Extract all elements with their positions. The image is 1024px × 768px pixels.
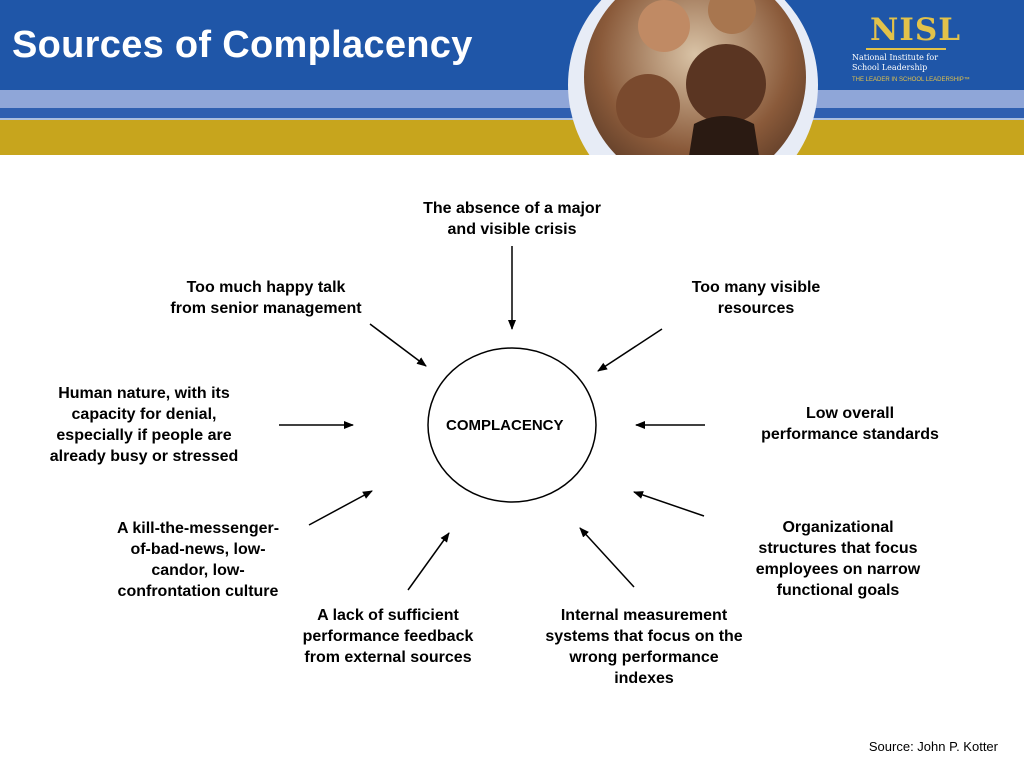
- nisl-logo: [850, 10, 970, 90]
- arrow-visible-resources: [598, 329, 662, 371]
- logo-name: National Institute for School Leadership: [852, 53, 939, 72]
- arrow-kill-messenger: [309, 491, 372, 525]
- source-label: Too much happy talk from senior management: [170, 279, 362, 317]
- logo-tagline: THE LEADER IN SCHOOL LEADERSHIP™: [852, 77, 970, 83]
- header-gold-band: [0, 120, 1024, 155]
- source-label: The absence of a major and visible crisis: [423, 200, 601, 238]
- arrow-internal-measurement: [580, 528, 634, 587]
- logo-underline: [866, 48, 946, 50]
- source-label: A kill-the-messenger- of-bad-news, low- candor, low- confrontation culture: [116, 520, 280, 600]
- source-citation: Source: John P. Kotter: [868, 739, 998, 754]
- complacency-diagram: [0, 155, 1024, 768]
- logo-mark: NISL: [870, 12, 962, 48]
- source-label: Internal measurement systems that focus on the wrong performance indexes: [545, 607, 743, 687]
- slide-title: Sources of Complacency: [12, 24, 473, 66]
- arrow-happy-talk: [370, 324, 426, 366]
- source-label: A lack of sufficient performance feedback from external sources: [302, 607, 474, 666]
- source-label: Human nature, with its capacity for denial, especially if people are already busy or stressed: [49, 385, 239, 465]
- header-light-stripe: [0, 90, 1024, 108]
- arrow-org-structures: [634, 492, 704, 516]
- source-label: Low overall performance standards: [761, 405, 939, 443]
- slide-header: [0, 0, 1024, 155]
- source-label: Organizational structures that focus employees on narrow functional goals: [755, 519, 921, 599]
- center-label: COMPLACENCY: [446, 417, 564, 434]
- source-label: Too many visible resources: [691, 279, 821, 317]
- group-photo: [584, 0, 806, 155]
- arrow-external-feedback: [408, 533, 449, 590]
